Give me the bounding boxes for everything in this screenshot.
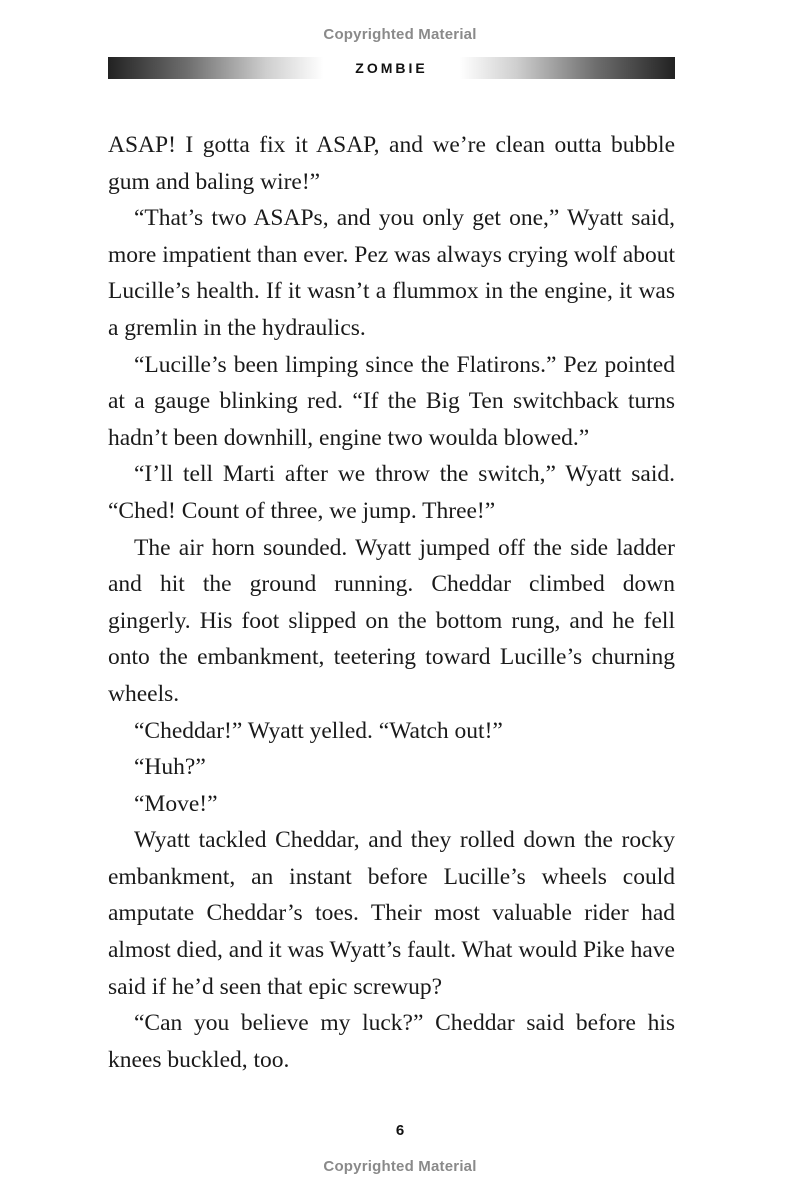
paragraph-10: “Can you believe my luck?” Cheddar said before his knees buckled, too.: [108, 1010, 675, 1073]
paragraph-7: “Huh?”: [134, 754, 206, 781]
running-header-bar: [108, 57, 675, 79]
paragraph-2: “That’s two ASAPs, and you only get one,” Wyatt said, more impatient than ever. Pez was always crying wolf about Lucille’s health. If it wasn’t a flummox in the engine, it was a gremlin in the hydraulics.: [108, 205, 675, 341]
paragraph-8: “Move!”: [134, 790, 218, 817]
page-number: 6: [395, 1122, 405, 1139]
paragraph-5: The air horn sounded. Wyatt jumped off the side ladder and hit the ground running. Cheddar climbed down gingerly. His foot slipped on the bottom rung, and he fell onto the embankment, teetering toward Lucille’s churning wheels.: [108, 534, 675, 707]
copyright-watermark-bottom: Copyrighted Material: [323, 1158, 477, 1175]
paragraph-1: ASAP! I gotta fix it ASAP, and we’re clean outta bubble gum and baling wire!”: [108, 132, 675, 195]
running-header-title: ZOMBIE: [355, 60, 428, 76]
paragraph-9: Wyatt tackled Cheddar, and they rolled down the rocky embankment, an instant before Lucille’s wheels could amputate Cheddar’s toes. Their most valuable rider had almost died, and it was Wyatt’s fault. What would Pike have said if he’d seen that epic screwup?: [108, 827, 675, 1000]
copyright-watermark-top: Copyrighted Material: [323, 26, 477, 43]
paragraph-3: “Lucille’s been limping since the Flatirons.” Pez pointed at a gauge blinking red. “If the Big Ten switchback turns hadn’t been downhill, engine two woulda blowed.”: [108, 351, 675, 451]
paragraph-4: “I’ll tell Marti after we throw the switch,” Wyatt said. “Ched! Count of three, we jump. Three!”: [108, 461, 675, 524]
paragraph-6: “Cheddar!” Wyatt yelled. “Watch out!”: [134, 717, 503, 744]
body-text: [108, 127, 675, 1078]
